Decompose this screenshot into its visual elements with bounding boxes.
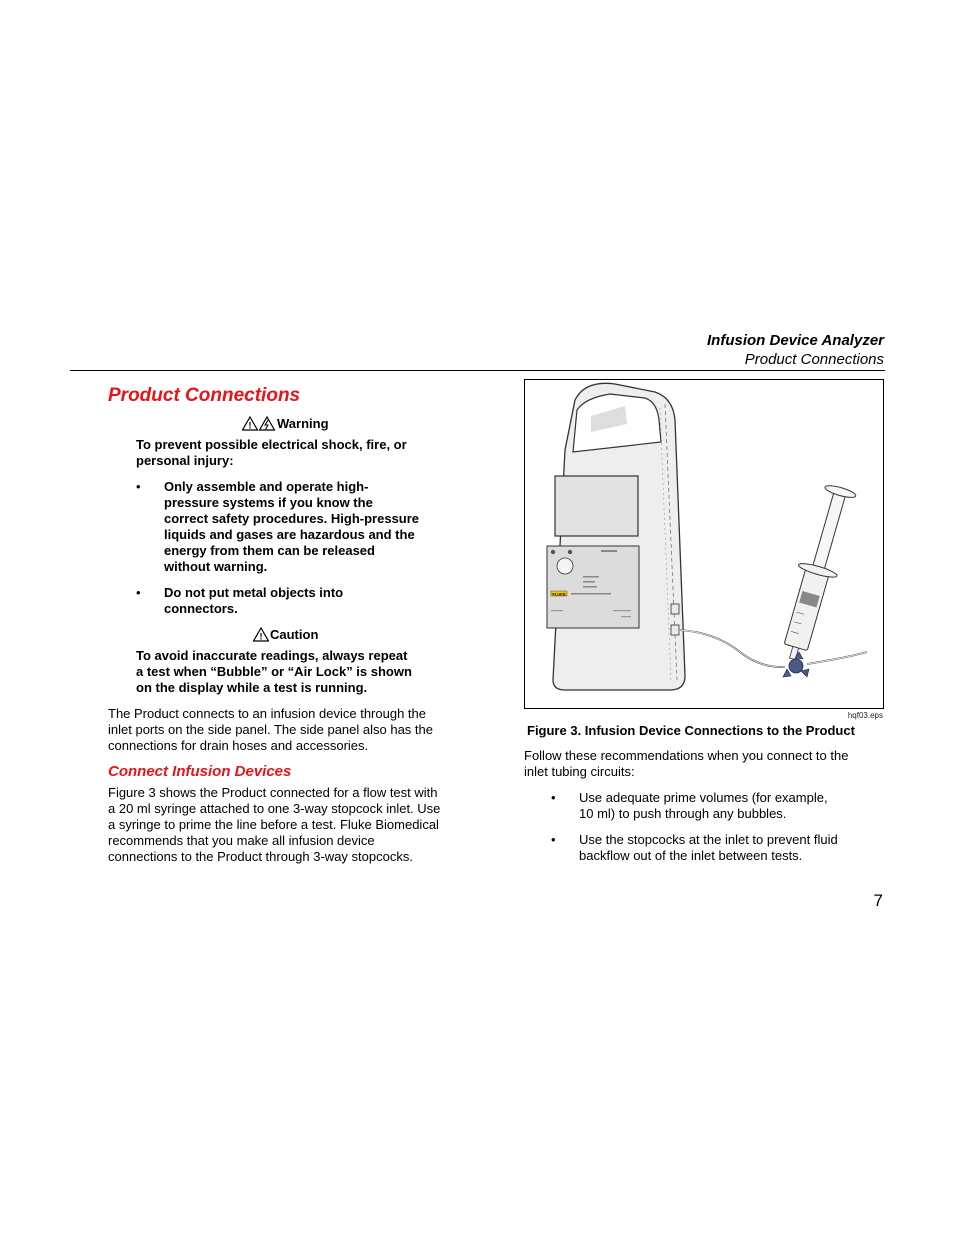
- running-header-subtitle: Product Connections: [744, 351, 884, 368]
- bullet-mark: •: [136, 585, 141, 600]
- warning-bullet: [136, 585, 343, 617]
- figure-caption: Figure 3. Infusion Device Connections to the Product: [527, 723, 855, 738]
- warning-bullet-line: correct safety procedures. High-pressure: [164, 511, 420, 526]
- brand-text: FLUKE: [552, 591, 566, 597]
- panel-label-mark: [583, 581, 595, 583]
- inlet-port: [671, 625, 679, 635]
- warning-bullet-line: pressure systems if you know the: [164, 495, 373, 510]
- panel-label-mark: [621, 616, 631, 617]
- paragraph-line: Figure 3 shows the Product connected for a flow test with: [108, 785, 438, 800]
- syringe: [773, 482, 861, 664]
- warning-intro: [136, 437, 407, 469]
- caution-line: on the display while a test is running.: [136, 680, 368, 695]
- paragraph-line: inlet ports on the side panel. The side panel also has the: [108, 722, 433, 737]
- caution-text: [136, 648, 412, 696]
- paragraph-line: inlet tubing circuits:: [524, 764, 635, 779]
- section-title: Product Connections: [108, 385, 301, 406]
- svg-text:!: !: [259, 631, 263, 642]
- panel-label-mark: [583, 586, 597, 588]
- warning-heading: [242, 416, 329, 431]
- panel-label-mark: [571, 593, 611, 595]
- figure-filename: hqf03.eps: [847, 711, 883, 720]
- paragraph-line: a syringe to prime the line before a test. Fluke Biomedical: [108, 817, 439, 832]
- recommendation-line: Use the stopcocks at the inlet to prevent fluid: [579, 832, 838, 847]
- device-display: [555, 476, 638, 536]
- recommendation-line: backflow out of the inlet between tests.: [579, 848, 803, 863]
- bullet-mark: •: [551, 790, 556, 805]
- device-knob: [557, 558, 573, 574]
- stopcock-handle: [801, 669, 809, 677]
- panel-label-mark: [583, 576, 599, 578]
- warning-triangle-icon: [242, 416, 276, 431]
- warning-bullet-line: without warning.: [164, 559, 268, 574]
- recommendation-line: Use adequate prime volumes (for example,: [579, 790, 828, 805]
- device-led: [568, 550, 572, 554]
- warning-bullet-line: Only assemble and operate high-: [164, 479, 369, 494]
- panel-label-mark: [613, 610, 631, 611]
- paragraph-line: recommends that you make all infusion device: [108, 833, 375, 848]
- warning-label: Warning: [277, 416, 329, 431]
- subsection-paragraph: [108, 785, 440, 865]
- inlet-port: [671, 604, 679, 614]
- warning-bullet-line: liquids and gases are hazardous and the: [164, 527, 415, 542]
- intro-paragraph: [108, 706, 433, 754]
- running-header-title: Infusion Device Analyzer: [707, 332, 884, 349]
- paragraph-line: connections to the Product through 3-way stopcocks.: [108, 849, 413, 864]
- caution-line: To avoid inaccurate readings, always repeat: [136, 648, 408, 663]
- tubing-highlight: [679, 630, 785, 667]
- bullet-mark: •: [136, 479, 141, 494]
- page-number: 7: [873, 891, 883, 910]
- warning-intro-line: personal injury:: [136, 453, 234, 468]
- caution-line: a test when “Bubble” or “Air Lock” is shown: [136, 664, 412, 679]
- svg-text:!: !: [248, 420, 252, 431]
- warning-bullet-line: connectors.: [164, 601, 238, 616]
- warning-bullet-line: energy from them can be released: [164, 543, 375, 558]
- recommendation-line: 10 ml) to push through any bubbles.: [579, 806, 787, 821]
- recommendations-intro: [524, 748, 848, 780]
- panel-label-mark: [601, 550, 617, 552]
- paragraph-line: The Product connects to an infusion device through the: [108, 706, 426, 721]
- caution-heading: [253, 627, 318, 642]
- warning-intro-line: To prevent possible electrical shock, fire, or: [136, 437, 407, 452]
- syringe-barrel: [784, 567, 829, 651]
- subsection-title: Connect Infusion Devices: [108, 763, 292, 780]
- caution-label: Caution: [270, 627, 319, 642]
- paragraph-line: a 20 ml syringe attached to one 3-way stopcock inlet. Use: [108, 801, 441, 816]
- caution-triangle-icon: [253, 627, 269, 642]
- warning-bullet: [136, 479, 419, 575]
- syringe-plunger: [812, 492, 846, 572]
- bullet-mark: •: [551, 832, 556, 847]
- recommendation-bullet: [551, 790, 828, 822]
- stopcock-handle: [783, 669, 791, 677]
- device-illustration: [525, 380, 883, 708]
- recommendation-bullet: [551, 832, 838, 864]
- device-led: [551, 550, 555, 554]
- figure-frame: [524, 379, 884, 709]
- header-rule: [70, 370, 885, 371]
- tubing: [679, 630, 785, 667]
- panel-label-mark: [551, 610, 563, 611]
- warning-bullet-line: Do not put metal objects into: [164, 585, 344, 600]
- paragraph-line: connections for drain hoses and accessories.: [108, 738, 369, 753]
- paragraph-line: Follow these recommendations when you connect to the: [524, 748, 849, 763]
